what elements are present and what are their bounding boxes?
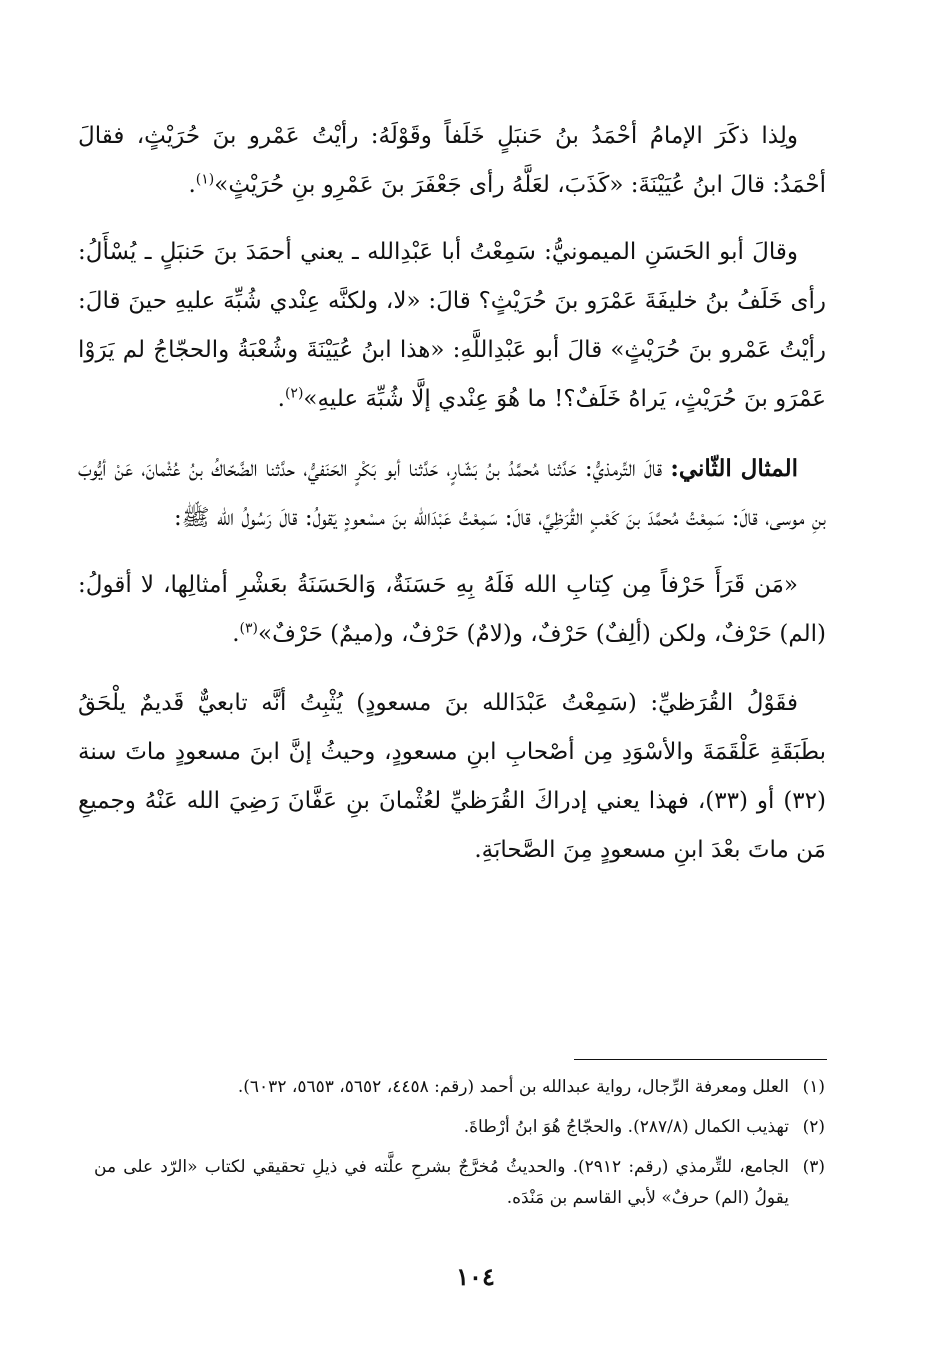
paragraph-2: وقالَ أبو الحَسَنِ الميمونيُّ: سَمِعْتُ أبا عَبْدِالله ـ يعني أحمَدَ بنَ حَنبَلٍ ـ يُسْأَلُ: رأى خَلَفُ بنُ خليفَةَ عَمْرَو بنَ حُرَيْثٍ؟ قالَ: «لا، ولكنَّه عِنْدي شُبِّهَ عليهِ حينَ قالَ: رأيْتُ عَمْرو بنَ حُرَيْثٍ» قالَ أبو عَبْدِاللَّهِ: «هذا ابنُ عُيَيْنَةَ وشُعْبَةُ والحجّاجُ لم يَرَوْا عَمْرَو بنَ حُرَيْثٍ، يَراهُ خَلَفٌ؟! ما هُوَ عِنْدي إلَّا شُبِّهَ عليهِ»$^{(٢)}$. [78, 239, 826, 412]
paragraph-5 [78, 679, 826, 875]
footnotes [94, 1072, 825, 1214]
paragraph-3-text: قالَ التِّرمذيُّ: حَدَّثنا مُحمَّدُ بنُ بَشّارٍ، حَدَّثنا أبو بَكْرٍ الحَنَفيُّ، حدَّثنا الضَّحّاكُ بنُ عُثْمانَ، عَنْ أيُّوبَ بنِ موسى، قالَ: سَمِعْتُ مُحمَّدَ بنَ كَعْبٍ القُرَظِيَّ، قالَ: سَمِعْتُ عَبْدَالله بنَ مسْعودٍ يَقولُ: قالَ رَسُولُ الله ﷺ: [78, 456, 826, 531]
footnote-number: (١) [802, 1077, 825, 1097]
footnote-2 [94, 1112, 825, 1143]
footnote-1 [94, 1072, 825, 1103]
paragraph-3 [78, 444, 826, 543]
paragraph-2-text: وقالَ أبو الحَسَنِ الميمونيُّ: سَمِعْتُ أبا عَبْدِالله ـ يعني أحمَدَ بنَ حَنبَلٍ ـ يُسْأَلُ: رأى خَلَفُ بنُ خليفَةَ عَمْرَو بنَ حُرَيْثٍ؟ قالَ: «لا، ولكنَّه عِنْدي شُبِّهَ عليهِ حينَ قالَ: رأيْتُ عَمْرو بنَ حُرَيْثٍ» قالَ أبو عَبْدِاللَّهِ: «هذا ابنُ عُيَيْنَةَ وشُعْبَةُ والحجّاجُ لم يَرَوْا عَمْرَو بنَ حُرَيْثٍ، يَراهُ خَلَفٌ؟! ما هُوَ عِنْدي إلَّا شُبِّهَ عليهِ» [78, 239, 826, 412]
page-number: ١٠٤ [456, 1262, 495, 1291]
paragraph-1-text: ولِذا ذكَرَ الإمامُ أحْمَدُ بنُ حَنبَلٍ خَلَفاً وقَوْلَهُ: رأيْتُ عَمْرو بنَ حُرَيْثٍ، فقالَ أحْمَدُ: قالَ ابنُ عُيَيْنَةَ: «كَذَبَ، لعَلَّهُ رأى جَعْفَرَ بنَ عَمْرِو بنِ حُرَيْثٍ» [78, 123, 826, 198]
paragraph-5-text: فقَوْلُ القُرَظيِّ: (سَمِعْتُ عَبْدَالله بنَ مسعودٍ) يُثْبِتُ أنَّه تابعيٌّ قَديمٌ يلْحَقُ بطَبَقَةِ عَلْقَمَةَ والأسْوَدِ مِن أصْحابِ ابنِ مسعودٍ، وحيثُ إنَّ ابنَ مسعودٍ ماتَ سنة (٣٢) أو (٣٣)، فهذا يعني إدراكَ القُرَظيِّ لعُثْمانَ بنِ عَفَّانَ رَضِيَ الله عَنْهُ وجميعِ مَن ماتَ بعْدَ ابنِ مسعودٍ مِنَ الصَّحابَةِ. [78, 690, 826, 863]
footnote-number: (٢) [802, 1117, 825, 1137]
footnote-ref-3: (٣) [239, 620, 258, 637]
hadith-text: «مَن قَرَأَ حَرْفاً مِن كِتابِ الله فَلَهُ بِهِ حَسَنَةٌ، وَالحَسَنَةُ بعَشْرِ أمثالِها، لا أقولُ: (الم) حَرْفٌ، ولكن (ألِفٌ) حَرْفٌ، و(لامٌ) حَرْفٌ، و(ميمٌ) حَرْفٌ» [78, 572, 826, 647]
footnote-text: الجامع، للتِّرمذي (رقم: ٢٩١٢). والحديثُ مُخرَّجٌ بشرحِ علَّته في ذيلِ تحقيقي لكتاب «الرّد على من يقولُ (الم) حرفٌ» لأبي القاسم بن مَنْدَه. [94, 1157, 789, 1208]
main-text [78, 112, 826, 875]
footnote-text: العلل ومعرفة الرِّجال، رواية عبدالله بن أحمد (رقم: ٤٤٥٨، ٥٦٥٢، ٥٦٥٣، ٦٠٣٢). [237, 1077, 789, 1097]
footnote-divider [574, 1059, 827, 1060]
footnote-ref-2: (٢) [284, 385, 304, 402]
footnote-number: (٣) [802, 1157, 825, 1177]
footnote-3 [94, 1152, 825, 1214]
paragraph-4: «مَن قَرَأَ حَرْفاً مِن كِتابِ الله فَلَهُ بِهِ حَسَنَةٌ، وَالحَسَنَةُ بعَشْرِ أمثالِها، لا أقولُ: (الم) حَرْفٌ، ولكن (ألِفٌ) حَرْفٌ، و(لامٌ) حَرْفٌ، و(ميمٌ) حَرْفٌ»$^{(٣)}$. [78, 572, 826, 647]
example-heading: المثال الثّاني: [670, 455, 798, 482]
footnote-ref-1: (١) [195, 171, 215, 188]
paragraph-1: ولِذا ذكَرَ الإمامُ أحْمَدُ بنُ حَنبَلٍ خَلَفاً وقَوْلَهُ: رأيْتُ عَمْرو بنَ حُرَيْثٍ، فقالَ أحْمَدُ: قالَ ابنُ عُيَيْنَةَ: «كَذَبَ، لعَلَّهُ رأى جَعْفَرَ بنَ عَمْرِو بنِ حُرَيْثٍ»$^{(١)}$. [78, 123, 826, 198]
footnote-text: تهذيب الكمال (٢٨٧/٨). والحجّاجُ هُوَ ابنُ أرْطاةَ. [463, 1117, 789, 1137]
